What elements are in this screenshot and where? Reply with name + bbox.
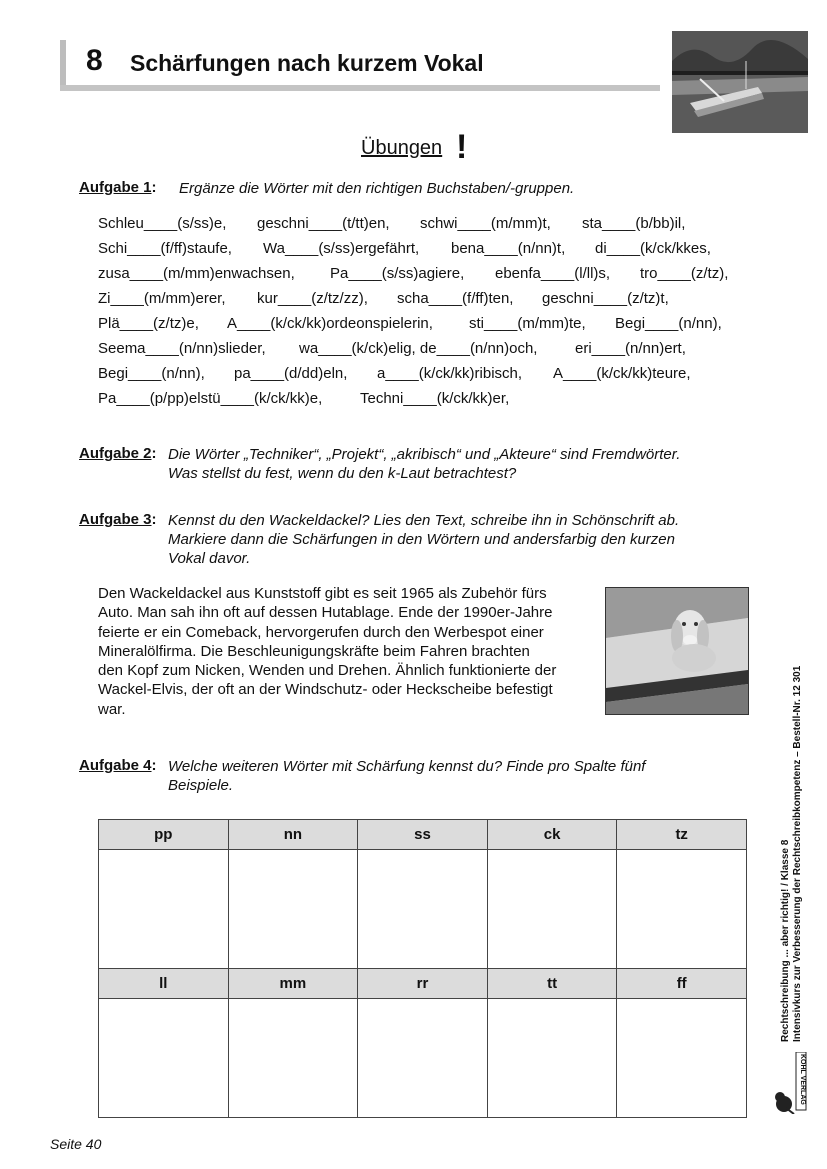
table-row	[99, 999, 747, 1118]
answer-cell[interactable]	[99, 999, 229, 1118]
column-header: ss	[358, 820, 488, 850]
column-header: ll	[99, 969, 229, 999]
answer-cell[interactable]	[99, 850, 229, 969]
answer-table	[98, 819, 747, 1118]
answer-cell[interactable]	[228, 999, 358, 1118]
side-publication-info: Rechtschreibung ... aber richtig! / Klasse 8 Intensivkurs zur Verbesserung der Rechtschreibkompetenz – Bestell-Nr. 12 301	[780, 665, 803, 1042]
task-4: Aufgabe 4:	[79, 757, 157, 774]
task-2-instruction: Die Wörter „Techniker“, „Projekt“, „akribisch“ und „Akteure“ sind Fremdwörter. Was stellst du fest, wenn du den k-Laut betrachtest?	[168, 446, 681, 482]
chapter-number: 8	[86, 44, 103, 77]
task-3: Aufgabe 3:	[79, 511, 157, 528]
page-number: Seite 40	[50, 1136, 102, 1152]
answer-cell[interactable]	[487, 999, 617, 1118]
publisher-name: KOHL VERLAG	[799, 1054, 806, 1105]
table-row	[99, 850, 747, 969]
answer-cell[interactable]	[358, 850, 488, 969]
table-header-row	[99, 969, 747, 999]
task-2: Aufgabe 2:	[79, 445, 157, 462]
section-heading: Übungen	[361, 137, 443, 159]
answer-cell[interactable]	[228, 850, 358, 969]
answer-cell[interactable]	[487, 850, 617, 969]
task-1-instruction: Ergänze die Wörter mit den richtigen Buchstaben/-gruppen.	[179, 180, 575, 197]
column-header: ff	[617, 969, 747, 999]
publisher-logo	[772, 1052, 808, 1114]
reading-text: Den Wackeldackel aus Kunststoff gibt es seit 1965 als Zubehör fürs Auto. Man sah ihn oft auf dessen Hutablage. Ende der 1990er-Jahre feierte er ein Comeback, hervorgerufen durch den Werbespot einer Mineralölfirma. Die Beschleunigungskräfte beim Fahren brachten den Kopf zum Nicken, Wenden und Drehen. Ähnlich funktionierte der Wackel-Elvis, der oft an der Windschutz- oder Heckscheibe befestigt war.	[98, 585, 557, 718]
task-label: Aufgabe 2	[79, 445, 152, 462]
task-label: Aufgabe 1	[79, 179, 152, 196]
answer-cell[interactable]	[358, 999, 488, 1118]
page-title: Schärfungen nach kurzem Vokal	[130, 50, 484, 76]
answer-cell[interactable]	[617, 999, 747, 1118]
task-label: Aufgabe 3	[79, 511, 152, 528]
column-header: ck	[487, 820, 617, 850]
column-header: nn	[228, 820, 358, 850]
column-header: mm	[228, 969, 358, 999]
pond-photo	[672, 31, 808, 133]
column-header: tt	[487, 969, 617, 999]
task-3-instruction: Kennst du den Wackeldackel? Lies den Text, schreibe ihn in Schönschrift ab. Markiere dann die Schärfungen in den Wörtern und andersfarbig den kurzen Vokal davor.	[168, 512, 680, 567]
header-underline	[60, 85, 660, 91]
exclamation-icon: !	[456, 128, 468, 166]
answer-cell[interactable]	[617, 850, 747, 969]
task-label: Aufgabe 4	[79, 757, 152, 774]
task-1: Aufgabe 1:	[79, 179, 157, 196]
column-header: pp	[99, 820, 229, 850]
wackeldackel-photo	[605, 587, 749, 715]
header-accent-bar	[60, 40, 66, 90]
column-header: tz	[617, 820, 747, 850]
task-4-instruction: Welche weiteren Wörter mit Schärfung kennst du? Finde pro Spalte fünf Beispiele.	[168, 758, 646, 794]
table-header-row	[99, 820, 747, 850]
column-header: rr	[358, 969, 488, 999]
